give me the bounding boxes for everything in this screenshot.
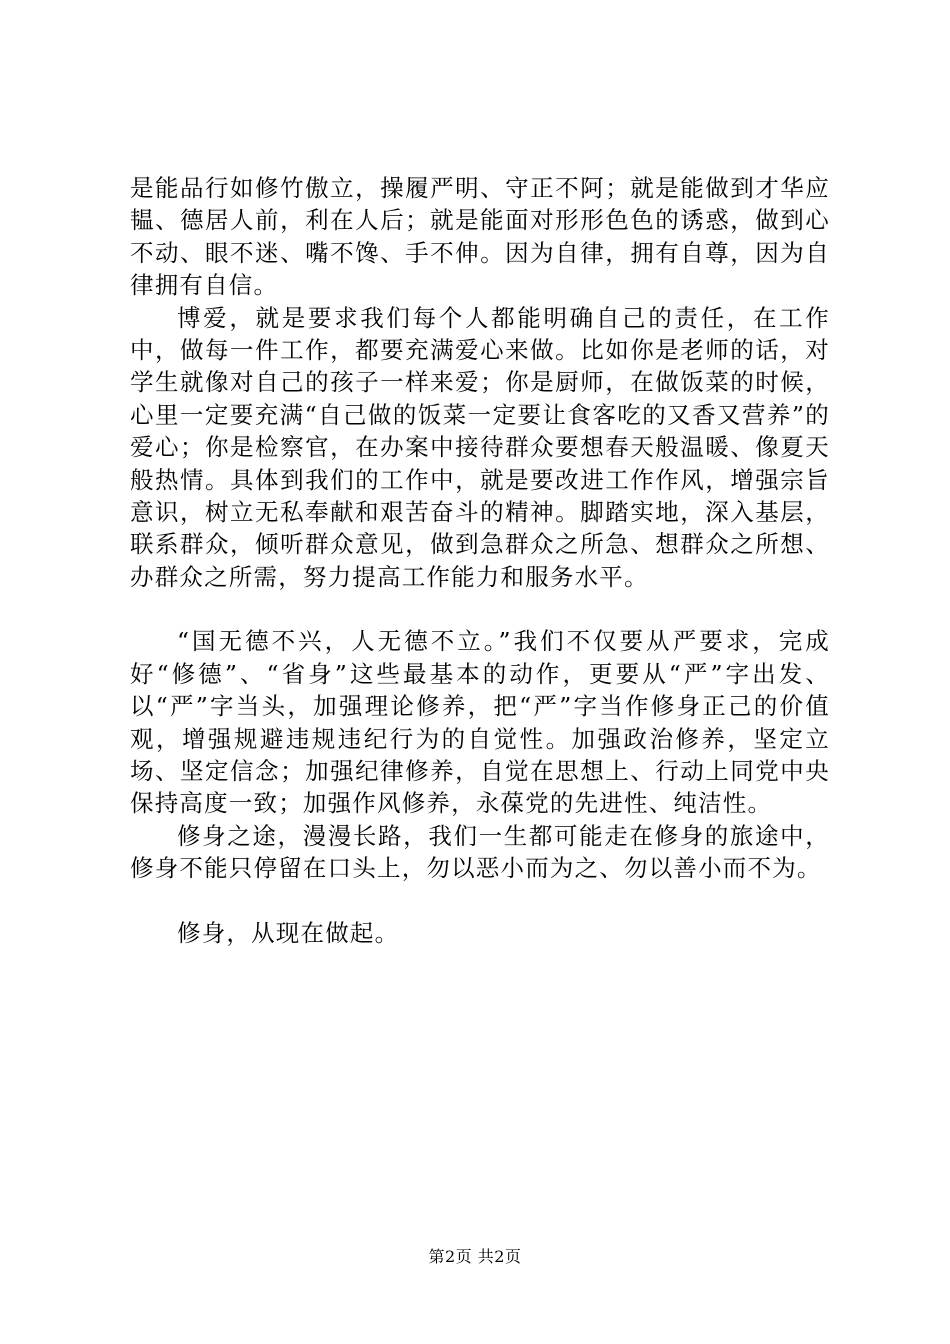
paragraph-self-discipline: 是能品行如修竹傲立，操履严明、守正不阿；就是能做到才华应韫、德居人前，利在人后；就是能面对形形色色的诱惑，做到心不动、眼不迷、嘴不馋、手不伸。因为自律，拥有自尊，因为自律拥有自信。 [130, 174, 830, 300]
paragraph-gap [130, 885, 830, 917]
paragraph-closing: 修身，从现在做起。 [177, 918, 400, 947]
paragraph-fraternity: 博爱，就是要求我们每个人都能明确自己的责任，在工作中，做每一件工作，都要充满爱心来做。比如你是老师的话，对学生就像对自己的孩子一样来爱；你是厨师，在做饭菜的时候，心里一定要充满“自己做的饭菜一定要让食客吃的又香又营养”的爱心；你是检察官，在办案中接待群众要想春天般温暖、像夏天般热情。具体到我们的工作中，就是要改进工作作风，增强宗旨意识，树立无私奉献和艰苦奋斗的精神。脚踏实地，深入基层，联系群众，倾听群众意见，做到急群众之所急、想群众之所想、办群众之所需，努力提高工作能力和服务水平。 [130, 303, 830, 591]
paragraph-cultivation-path: 修身之途，漫漫长路，我们一生都可能走在修身的旅途中，修身不能只停留在口头上，勿以恶小而为之、勿以善小而不为。 [130, 821, 830, 883]
paragraph-gap [130, 593, 830, 625]
document-body [130, 172, 830, 949]
page-footer: 第2页 共2页 [428, 1247, 522, 1266]
paragraph-virtue: “国无德不兴，人无德不立。”我们不仅要从严要求，完成好“修德”、“省身”这些最基本的动作，更要从“严”字出发、以“严”字当头，加强理论修养，把“严”字当作修身正己的价值观，增强规避违规违纪行为的自觉性。加强政治修养，坚定立场、坚定信念；加强纪律修养，自觉在思想上、行动上同党中央保持高度一致；加强作风修养，永葆党的先进性、纯洁性。 [130, 627, 830, 818]
